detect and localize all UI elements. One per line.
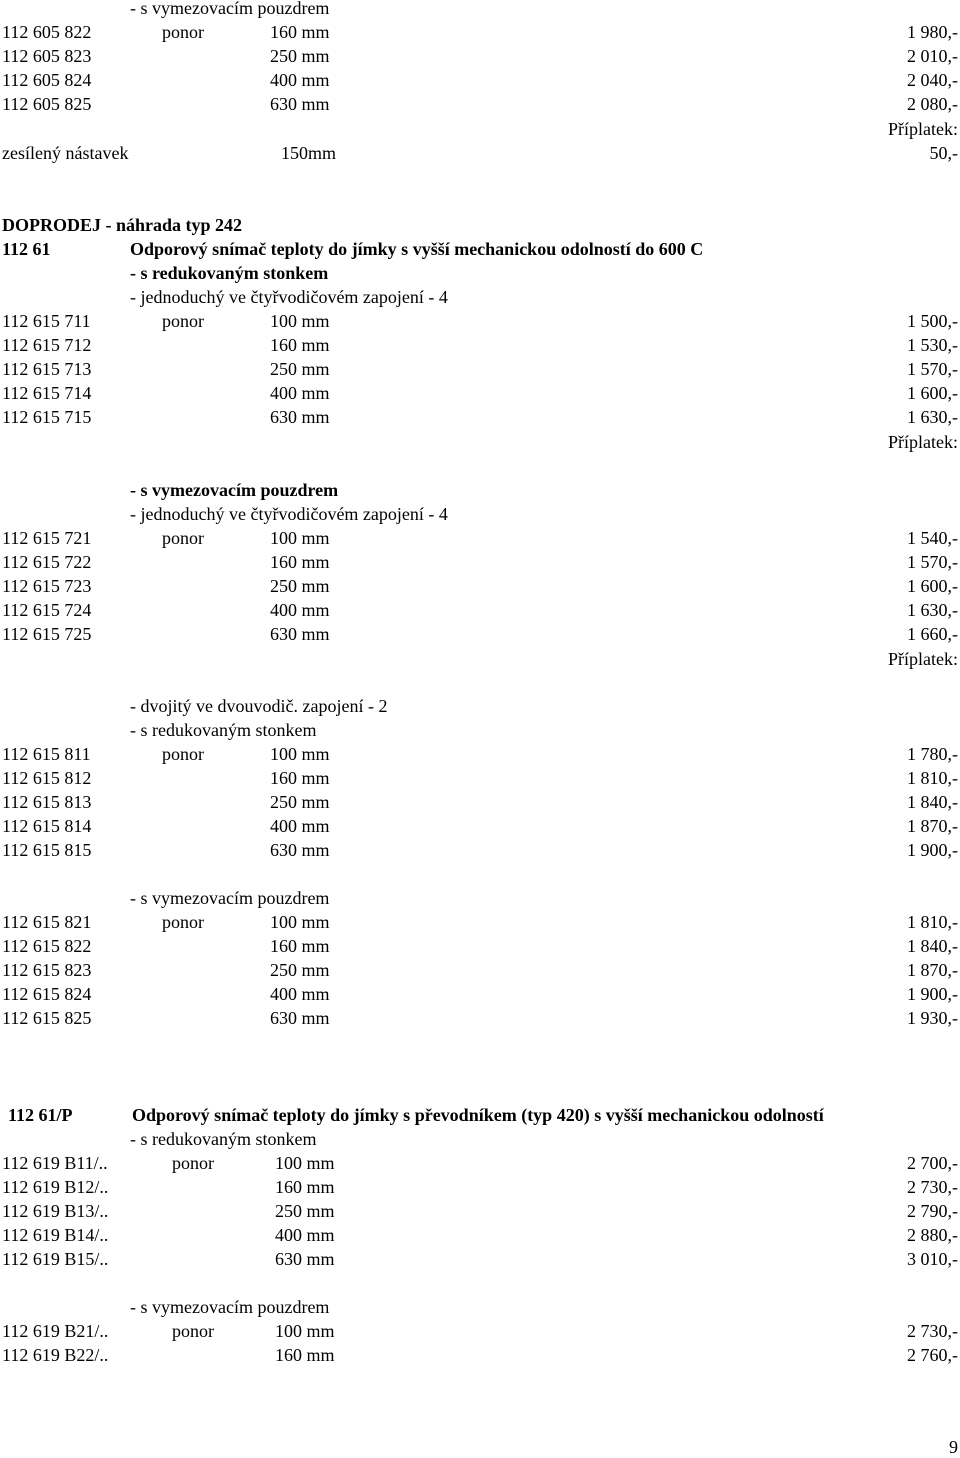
price: 1 930,- (907, 1008, 958, 1029)
price: 1 600,- (907, 383, 958, 404)
product-code: 112 619 B14/.. (2, 1225, 109, 1246)
product-code: 112 619 B21/.. (2, 1321, 109, 1341)
stem-length: 400 mm (270, 600, 330, 621)
product-code: 112 615 814 (2, 816, 92, 837)
price: 1 900,- (907, 840, 958, 861)
mount-type: ponor (172, 1321, 214, 1341)
product-code: 112 615 824 (2, 984, 92, 1005)
stem-length: 160 mm (270, 768, 330, 789)
price: 2 880,- (907, 1225, 958, 1246)
product-code: 112 615 811 (2, 744, 91, 764)
stem-length: 160 mm (270, 552, 330, 573)
section-code: 112 61 (2, 239, 51, 259)
price: 1 600,- (907, 576, 958, 597)
price: 2 040,- (907, 70, 958, 91)
stem-length: 100 mm (275, 1153, 335, 1173)
product-code: 112 605 825 (2, 94, 92, 115)
price: 2 010,- (907, 46, 958, 67)
group-subheading: - jednoduchý ve čtyřvodičovém zapojení - 4 (130, 504, 448, 524)
mount-type: ponor (162, 744, 204, 764)
price: 1 630,- (907, 600, 958, 621)
surcharge-name: zesílený nástavek (2, 143, 129, 163)
stem-length: 160 mm (270, 22, 330, 42)
mount-type: ponor (162, 22, 204, 42)
subheading: - s vymezovacím pouzdrem (130, 0, 330, 18)
stem-length: 100 mm (270, 744, 330, 764)
price: 1 630,- (907, 407, 958, 428)
surcharge-label: Příplatek: (888, 119, 958, 139)
mount-type: ponor (172, 1153, 214, 1173)
price: 1 660,- (907, 624, 958, 645)
stem-length: 100 mm (270, 912, 330, 932)
stem-length: 160 mm (275, 1177, 335, 1198)
stem-length: 400 mm (270, 984, 330, 1005)
price: 1 840,- (907, 792, 958, 813)
stem-length: 250 mm (270, 359, 330, 380)
stem-length: 100 mm (270, 528, 330, 548)
stem-length: 400 mm (270, 70, 330, 91)
price: 1 570,- (907, 359, 958, 380)
stem-length: 160 mm (275, 1345, 335, 1366)
product-code: 112 615 815 (2, 840, 92, 861)
product-code: 112 615 713 (2, 359, 92, 380)
stem-length: 630 mm (270, 94, 330, 115)
stem-length: 160 mm (270, 936, 330, 957)
product-code: 112 605 822 (2, 22, 92, 42)
price: 2 760,- (907, 1345, 958, 1366)
product-code: 112 619 B11/.. (2, 1153, 108, 1173)
mount-type: ponor (162, 311, 204, 331)
product-code: 112 615 711 (2, 311, 91, 331)
price: 1 870,- (907, 960, 958, 981)
mount-type: ponor (162, 912, 204, 932)
product-code: 112 615 724 (2, 600, 92, 621)
stem-length: 400 mm (270, 816, 330, 837)
price: 1 500,- (907, 311, 958, 331)
price: 1 980,- (907, 22, 958, 42)
stem-length: 250 mm (275, 1201, 335, 1222)
section-description: Odporový snímač teploty do jímky s vyšší mechanickou odolností do 600 C (130, 239, 704, 259)
stem-length: 250 mm (270, 46, 330, 67)
stem-length: 630 mm (275, 1249, 335, 1270)
product-code: 112 619 B22/.. (2, 1345, 109, 1366)
product-code: 112 615 715 (2, 407, 92, 428)
stem-length: 630 mm (270, 1008, 330, 1029)
price: 1 840,- (907, 936, 958, 957)
stem-length: 250 mm (270, 792, 330, 813)
stem-length: 400 mm (275, 1225, 335, 1246)
product-code: 112 605 824 (2, 70, 92, 91)
mount-type: ponor (162, 528, 204, 548)
page-number: 9 (949, 1437, 958, 1457)
section-description: Odporový snímač teploty do jímky s převodníkem (typ 420) s vyšší mechanickou odolností (132, 1105, 824, 1125)
price: 1 810,- (907, 768, 958, 789)
product-code: 112 615 822 (2, 936, 92, 957)
stem-length: 250 mm (270, 576, 330, 597)
section-title: DOPRODEJ - náhrada typ 242 (2, 215, 243, 235)
product-code: 112 615 825 (2, 1008, 92, 1029)
section-variant: - s redukovaným stonkem (130, 263, 329, 283)
group-subheading: - s redukovaným stonkem (130, 720, 317, 740)
product-code: 112 615 813 (2, 792, 92, 813)
group-subheading: - jednoduchý ve čtyřvodičovém zapojení - 4 (130, 287, 448, 307)
price: 2 700,- (907, 1153, 958, 1173)
product-code: 112 615 725 (2, 624, 92, 645)
surcharge-price: 50,- (929, 143, 958, 163)
surcharge-label: Příplatek: (888, 432, 958, 452)
price: 2 080,- (907, 94, 958, 115)
price: 1 530,- (907, 335, 958, 356)
group-subheading: - dvojitý ve dvouvodič. zapojení - 2 (130, 696, 388, 716)
product-code: 112 615 821 (2, 912, 92, 932)
product-code: 112 615 812 (2, 768, 92, 789)
price: 2 790,- (907, 1201, 958, 1222)
stem-length: 100 mm (270, 311, 330, 331)
group-subheading: - s vymezovacím pouzdrem (130, 480, 339, 500)
product-code: 112 615 721 (2, 528, 92, 548)
stem-length: 400 mm (270, 383, 330, 404)
stem-length: 630 mm (270, 624, 330, 645)
product-code: 112 619 B13/.. (2, 1201, 109, 1222)
product-code: 112 615 723 (2, 576, 92, 597)
product-code: 112 605 823 (2, 46, 92, 67)
price: 1 540,- (907, 528, 958, 548)
price: 1 810,- (907, 912, 958, 932)
price: 1 780,- (907, 744, 958, 764)
product-code: 112 615 722 (2, 552, 92, 573)
group-subheading: - s vymezovacím pouzdrem (130, 1297, 330, 1317)
group-subheading: - s vymezovacím pouzdrem (130, 888, 330, 908)
product-code: 112 619 B12/.. (2, 1177, 109, 1198)
stem-length: 630 mm (270, 407, 330, 428)
product-code: 112 615 714 (2, 383, 92, 404)
stem-length: 100 mm (275, 1321, 335, 1341)
price: 2 730,- (907, 1177, 958, 1198)
price: 1 870,- (907, 816, 958, 837)
price: 3 010,- (907, 1249, 958, 1270)
stem-length: 160 mm (270, 335, 330, 356)
price: 1 570,- (907, 552, 958, 573)
group-subheading: - s redukovaným stonkem (130, 1129, 317, 1149)
surcharge-length: 150mm (281, 143, 337, 163)
stem-length: 630 mm (270, 840, 330, 861)
product-code: 112 615 712 (2, 335, 92, 356)
product-code: 112 615 823 (2, 960, 92, 981)
price: 1 900,- (907, 984, 958, 1005)
surcharge-label: Příplatek: (888, 649, 958, 669)
product-code: 112 619 B15/.. (2, 1249, 109, 1270)
price: 2 730,- (907, 1321, 958, 1341)
stem-length: 250 mm (270, 960, 330, 981)
section-code: 112 61/P (8, 1105, 73, 1125)
